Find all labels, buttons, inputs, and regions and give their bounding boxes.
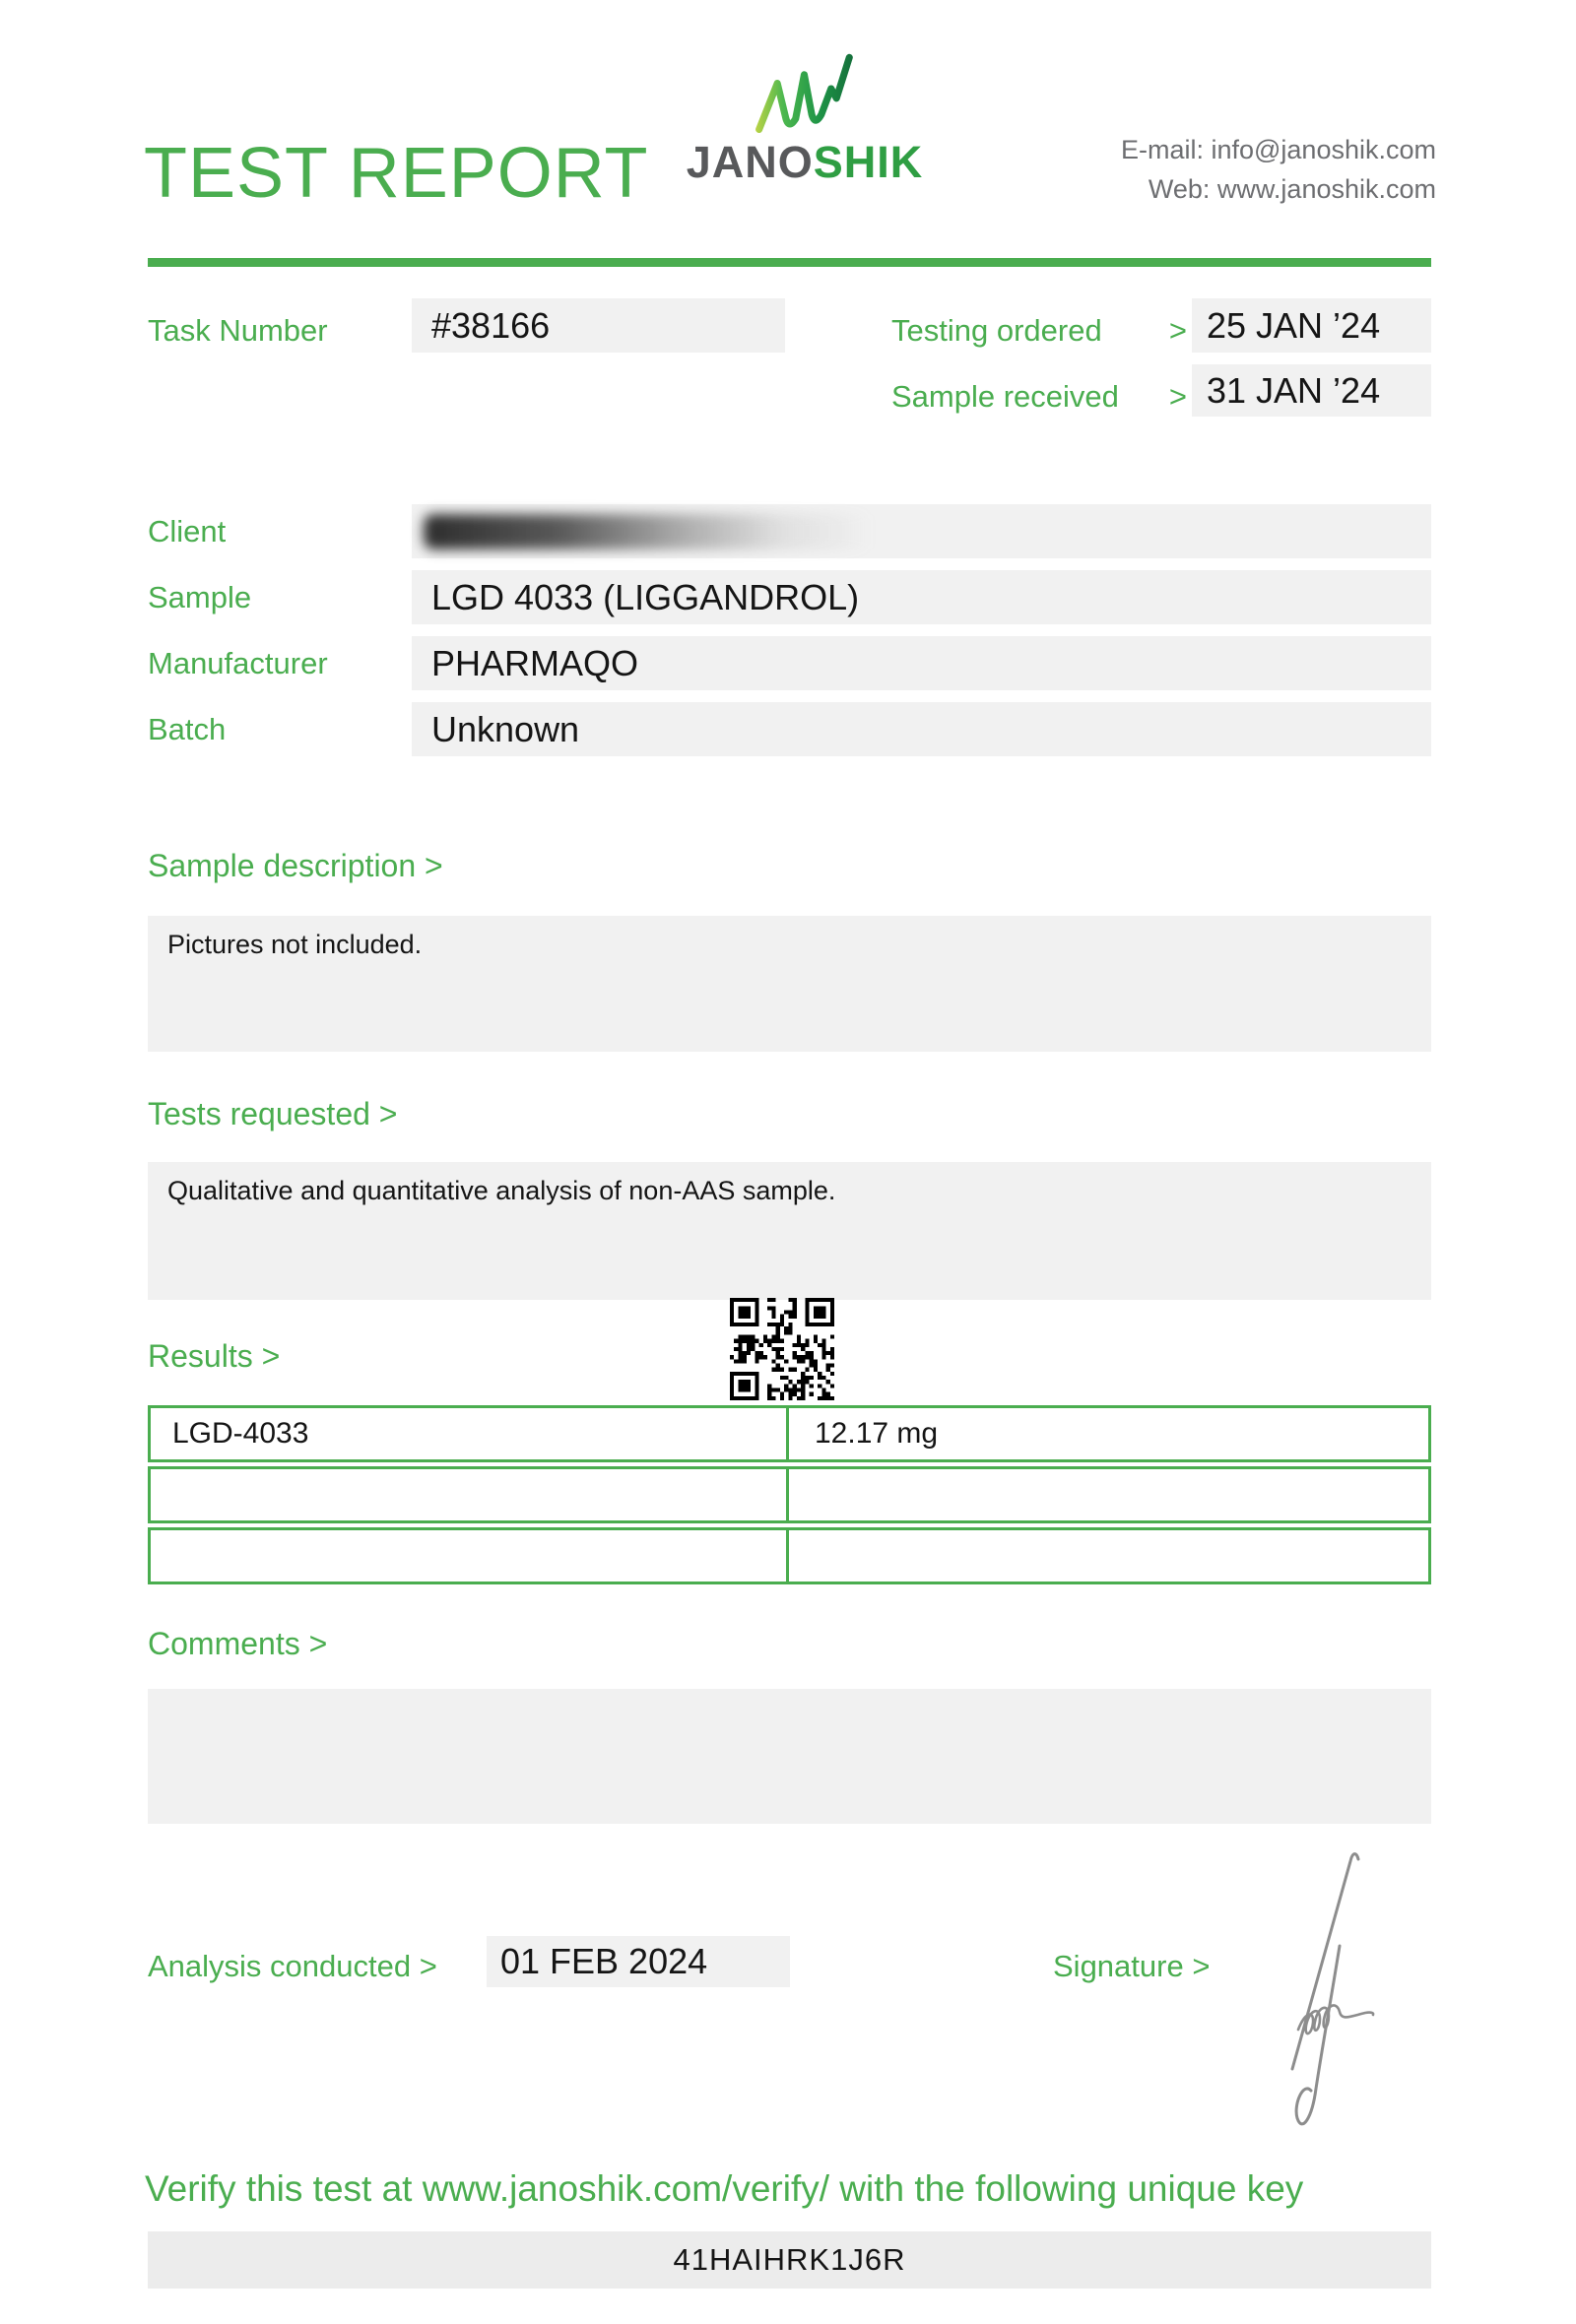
sample-received-text: Sample received — [891, 379, 1119, 414]
sample-received-value: 31 JAN ’24 — [1192, 364, 1431, 417]
testing-ordered-value: 25 JAN ’24 — [1192, 298, 1431, 353]
testing-ordered-label — [891, 312, 1187, 349]
contact-info — [1121, 130, 1436, 209]
page-title: TEST REPORT — [144, 134, 649, 213]
analysis-conducted-value: 01 FEB 2024 — [487, 1936, 790, 1987]
results-heading: Results > — [148, 1338, 281, 1374]
signature-label: Signature > — [1053, 1949, 1211, 1983]
results-row-3 — [148, 1527, 1431, 1584]
results-row-1 — [148, 1405, 1431, 1462]
results-substance-1: LGD-4033 — [151, 1408, 789, 1459]
logo-text-shik: SHIK — [813, 137, 924, 187]
manufacturer-label: Manufacturer — [148, 645, 328, 680]
results-table — [148, 1405, 1431, 1588]
sample-received-label — [891, 378, 1187, 415]
sample-label: Sample — [148, 579, 252, 614]
results-amount-3 — [789, 1530, 1428, 1582]
results-row-2 — [148, 1466, 1431, 1523]
results-amount-1: 12.17 mg — [815, 1417, 939, 1450]
tests-requested-heading: Tests requested > — [148, 1096, 398, 1131]
task-number-label: Task Number — [148, 313, 328, 348]
verify-instruction: Verify this test at www.janoshik.com/verify/ with the following unique key — [145, 2168, 1304, 2209]
sample-received-arrow: > — [1168, 379, 1187, 414]
batch-value: Unknown — [412, 702, 1431, 756]
comments-box — [148, 1689, 1431, 1824]
logo-text-jano: JANO — [686, 137, 814, 187]
sample-value: LGD 4033 (LIGGANDROL) — [412, 570, 1431, 624]
contact-web: Web: www.janoshik.com — [1148, 174, 1436, 204]
detail-row-client — [148, 504, 1431, 558]
contact-email: E-mail: info@janoshik.com — [1120, 135, 1436, 164]
testing-ordered-arrow: > — [1168, 313, 1187, 348]
manufacturer-value: PHARMAQO — [412, 636, 1431, 690]
unique-key: 41HAIHRK1J6R — [673, 2242, 906, 2277]
sample-description-box: Pictures not included. — [148, 916, 1431, 1052]
results-substance-2 — [151, 1469, 789, 1520]
batch-label: Batch — [148, 711, 227, 746]
task-number-value: #38166 — [412, 298, 785, 353]
testing-ordered-text: Testing ordered — [891, 313, 1102, 348]
detail-row-manufacturer — [148, 636, 1431, 690]
unique-key-box — [148, 2231, 1431, 2289]
client-redaction-smudge — [424, 514, 872, 549]
detail-row-batch — [148, 702, 1431, 756]
header-divider — [148, 258, 1431, 267]
sample-description-heading: Sample description > — [148, 848, 443, 883]
qr-code — [730, 1298, 834, 1405]
client-value — [412, 504, 1431, 558]
client-label: Client — [148, 513, 227, 549]
signature-image — [1263, 1847, 1396, 2138]
janoshik-logo — [670, 53, 940, 187]
detail-row-sample — [148, 570, 1431, 624]
janoshik-chart-icon — [754, 53, 856, 136]
results-amount-2 — [789, 1469, 1428, 1520]
analysis-conducted-label: Analysis conducted > — [148, 1949, 437, 1983]
tests-requested-box: Qualitative and quantitative analysis of non-AAS sample. — [148, 1162, 1431, 1300]
janoshik-wordmark — [670, 137, 940, 187]
results-substance-3 — [151, 1530, 789, 1582]
comments-heading: Comments > — [148, 1626, 328, 1661]
